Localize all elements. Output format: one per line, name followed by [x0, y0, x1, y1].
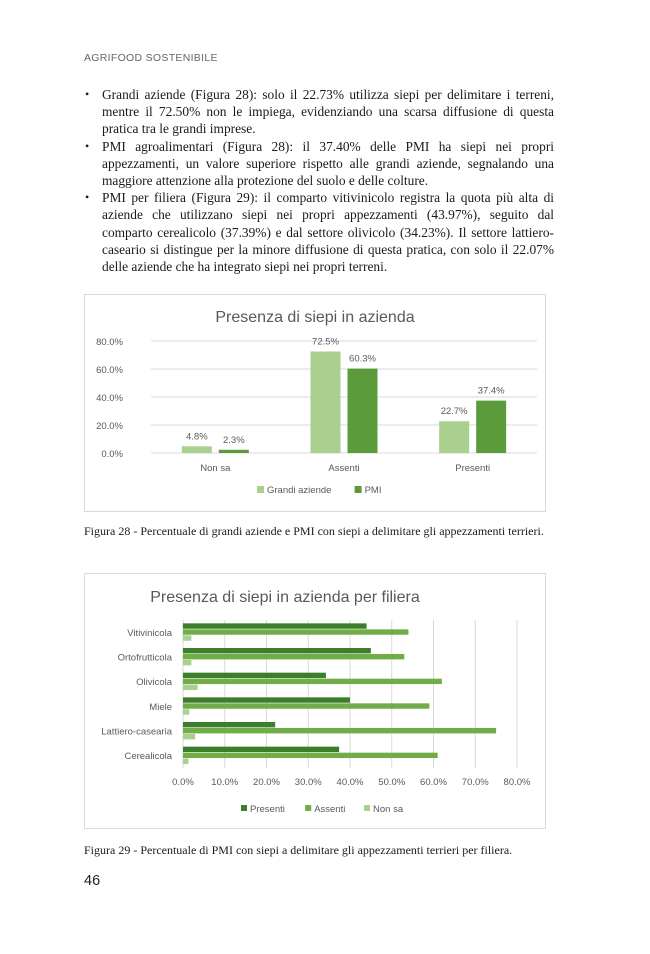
- y-tick-label: 80.0%: [96, 337, 123, 348]
- y-tick-label: Miele: [149, 701, 172, 713]
- legend-label: Assenti: [314, 804, 346, 815]
- data-label: 72.5%: [312, 336, 339, 348]
- y-tick-label: Vitivinicola: [127, 627, 172, 639]
- bar: [183, 623, 367, 628]
- bar: [348, 369, 378, 453]
- bar: [183, 635, 191, 640]
- bar: [183, 685, 198, 690]
- figure-28-chart: [84, 294, 546, 512]
- x-tick-label: Non sa: [200, 463, 231, 474]
- figure-28-caption: Figura 28 - Percentuale di grandi aziende e PMI con siepi a delimitare gli appezzamenti terrieri.: [84, 524, 544, 538]
- y-tick-label: 0.0%: [101, 449, 123, 460]
- bar: [219, 450, 249, 453]
- bar: [183, 697, 350, 702]
- bar: [183, 728, 496, 733]
- y-tick-label: 60.0%: [96, 365, 123, 376]
- bullet-item: • PMI agroalimentari (Figura 28): il 37.40% delle PMI ha siepi nei propri appezzamenti, un valore superiore rispetto alle grandi aziende, segnalando una maggiore attenzione alla protezione del suolo e delle colture.: [84, 138, 554, 190]
- legend-label: PMI: [364, 485, 382, 496]
- x-tick-label: 30.0%: [294, 777, 322, 788]
- legend-label: Presenti: [250, 804, 285, 815]
- x-tick-label: Assenti: [328, 463, 360, 474]
- running-header: AGRIFOOD SOSTENIBILE: [84, 52, 218, 64]
- x-tick-label: 10.0%: [211, 777, 239, 788]
- legend-label: Grandi aziende: [267, 485, 332, 496]
- figure-29-chart: [84, 573, 546, 829]
- bar: [183, 660, 191, 665]
- bar: [183, 703, 429, 708]
- legend-swatch: [241, 805, 247, 811]
- legend-label: Non sa: [373, 804, 404, 815]
- bar: [439, 421, 469, 453]
- page-number: 46: [84, 873, 101, 889]
- legend-swatch: [305, 805, 311, 811]
- x-tick-label: 60.0%: [420, 777, 447, 788]
- y-tick-label: Ortofrutticola: [117, 652, 172, 664]
- bar: [183, 673, 326, 678]
- figure-29-svg: [85, 574, 545, 828]
- bar: [183, 709, 189, 714]
- legend-swatch: [257, 486, 264, 493]
- x-tick-label: 0.0%: [172, 777, 194, 788]
- bar: [183, 722, 275, 727]
- x-tick-label: 40.0%: [336, 777, 364, 788]
- legend-swatch: [364, 805, 370, 811]
- data-label: 2.3%: [223, 434, 245, 446]
- y-tick-label: Olivicola: [136, 677, 172, 689]
- data-label: 22.7%: [440, 406, 468, 418]
- bar: [183, 747, 339, 752]
- bar: [183, 629, 408, 634]
- bar: [183, 753, 438, 758]
- data-label: 4.8%: [186, 431, 208, 443]
- data-label: 37.4%: [477, 385, 505, 397]
- x-tick-label: 80.0%: [503, 777, 531, 788]
- bar: [183, 654, 404, 659]
- bar: [311, 352, 341, 454]
- bar: [183, 734, 195, 739]
- x-tick-label: Presenti: [455, 463, 491, 474]
- bar: [183, 648, 371, 653]
- legend-swatch: [355, 486, 362, 493]
- bar: [183, 679, 442, 684]
- y-tick-label: 20.0%: [96, 421, 123, 432]
- bullet-list: [84, 86, 554, 275]
- figure-28-svg: [85, 295, 545, 511]
- x-tick-label: 20.0%: [253, 777, 280, 788]
- bar: [182, 446, 212, 453]
- y-tick-label: Cerealicola: [124, 751, 172, 763]
- figure-29-caption: Figura 29 - Percentuale di PMI con siepi a delimitare gli appezzamenti terrieri per filiera.: [84, 843, 513, 857]
- x-tick-label: 50.0%: [378, 777, 406, 788]
- bullet-item: • PMI per filiera (Figura 29): il comparto vitivinicolo registra la quota più alta di aziende che utilizzano siepi nei propri appezzamenti (43.97%), seguito dal comparto cerealicolo (37.39%) e dal settore olivicolo (34.23%). Il settore lattiero-caseario si distingue per la minore diffusione di questa pratica, con solo il 22.07% delle aziende che ha integrato siepi nei propri terreni.: [84, 189, 554, 275]
- chart-title: Presenza di siepi in azienda: [215, 309, 415, 326]
- data-label: 60.3%: [349, 353, 376, 365]
- x-tick-label: 70.0%: [461, 777, 489, 788]
- y-tick-label: Lattiero-casearia: [101, 726, 172, 738]
- y-tick-label: 40.0%: [96, 393, 123, 404]
- bar: [476, 401, 506, 453]
- bullet-item: • Grandi aziende (Figura 28): solo il 22.73% utilizza siepi per delimitare i terreni, mentre il 72.50% non le impiega, evidenziando una scarsa diffusione di questa pratica tra le grandi imprese.: [84, 86, 554, 138]
- chart-title: Presenza di siepi in azienda per filiera: [150, 589, 420, 606]
- bar: [183, 759, 188, 764]
